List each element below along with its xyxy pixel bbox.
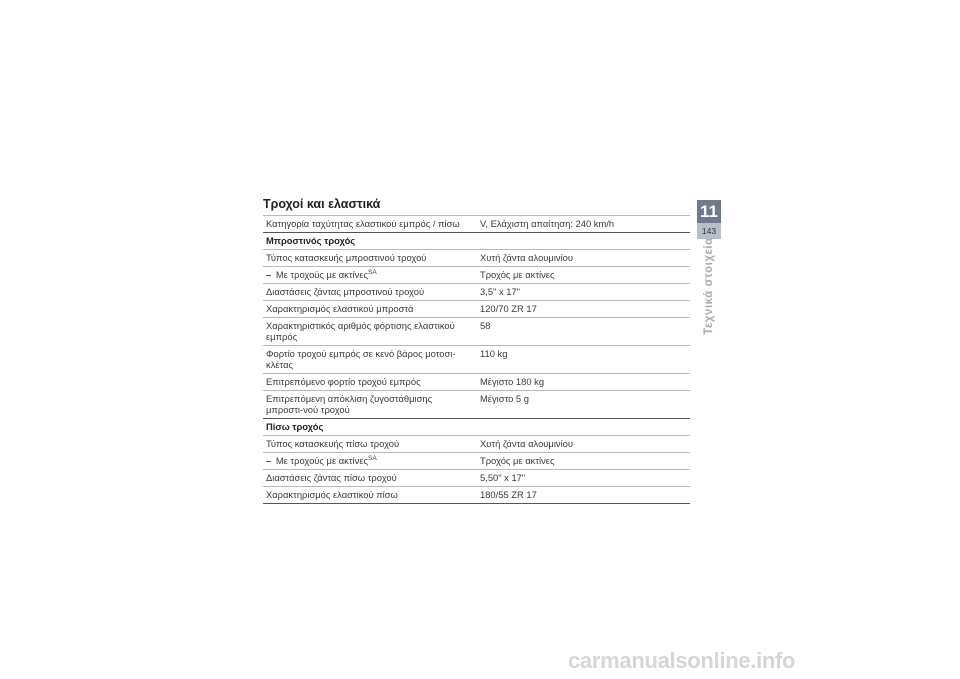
table-row — [263, 301, 690, 318]
row-value: 3,5" x 17" — [472, 284, 690, 301]
dash-marker: – — [266, 269, 272, 280]
rear-wheel-heading: Πίσω τροχός — [263, 419, 690, 436]
table-row — [263, 250, 690, 267]
row-value: Χυτή ζάντα αλουμινίου — [472, 250, 690, 267]
table-row — [263, 284, 690, 301]
row-value: Τροχός με ακτίνες — [472, 267, 690, 284]
row-value: Χυτή ζάντα αλουμινίου — [472, 436, 690, 453]
chapter-number: 11 — [700, 202, 718, 221]
row-label: Τύπος κατασκευής πίσω τροχού — [263, 436, 472, 453]
row-value: 58 — [472, 318, 690, 346]
row-label — [263, 267, 472, 284]
table-row — [263, 470, 690, 487]
table-row — [263, 374, 690, 391]
table-row — [263, 436, 690, 453]
spec-table — [263, 215, 690, 504]
row-label: Κατηγορία ταχύτητας ελαστικού εμπρός / πίσω — [263, 216, 472, 233]
row-value: 180/55 ZR 17 — [472, 487, 690, 504]
row-label: Χαρακτηριστικός αριθμός φόρτισης ελαστικού εμπρός — [263, 318, 472, 346]
table-subheading — [263, 419, 690, 436]
row-label-text: Με τροχούς με ακτίνες — [275, 455, 369, 466]
row-label: Τύπος κατασκευής μπροστινού τροχού — [263, 250, 472, 267]
table-row — [263, 318, 690, 346]
row-label: Χαρακτηρισμός ελαστικού μπροστά — [263, 301, 472, 318]
watermark: carmanualsonline.info — [568, 648, 796, 673]
table-subheading — [263, 233, 690, 250]
row-value: 120/70 ZR 17 — [472, 301, 690, 318]
row-value: 5,50" x 17" — [472, 470, 690, 487]
row-value: 110 kg — [472, 346, 690, 374]
chapter-side-title: Τεχνικά στοιχεία — [703, 237, 715, 335]
chapter-tab — [697, 200, 721, 239]
table-row — [263, 453, 690, 470]
row-label: Χαρακτηρισμός ελαστικού πίσω — [263, 487, 472, 504]
section-title: Τροχοί και ελαστικά — [263, 197, 381, 211]
front-wheel-heading: Μπροστινός τροχός — [263, 233, 690, 250]
row-label: Επιτρεπόμενο φορτίο τροχού εμπρός — [263, 374, 472, 391]
row-label — [263, 453, 472, 470]
row-value: Μέγιστο 5 g — [472, 391, 690, 419]
row-value: Τροχός με ακτίνες — [472, 453, 690, 470]
table-row — [263, 487, 690, 504]
optional-equipment-marker: SA — [368, 454, 377, 462]
optional-equipment-marker: SA — [368, 268, 377, 276]
table-row — [263, 267, 690, 284]
row-label: Φορτίο τροχού εμπρός σε κενό βάρος μοτοσι-κλέτας — [263, 346, 472, 374]
dash-marker: – — [266, 455, 272, 466]
row-label-text: Με τροχούς με ακτίνες — [275, 269, 369, 280]
row-label: Επιτρεπόμενη απόκλιση ζυγοστάθμισης μπροστι-νού τροχού — [263, 391, 472, 419]
table-row — [263, 346, 690, 374]
table-row — [263, 391, 690, 419]
page-number: 143 — [701, 226, 717, 236]
row-label: Διαστάσεις ζάντας πίσω τροχού — [263, 470, 472, 487]
row-value: V, Ελάχιστη απαίτηση: 240 km/h — [472, 216, 690, 233]
table-row — [263, 216, 690, 233]
row-label: Διαστάσεις ζάντας μπροστινού τροχού — [263, 284, 472, 301]
row-value: Μέγιστο 180 kg — [472, 374, 690, 391]
